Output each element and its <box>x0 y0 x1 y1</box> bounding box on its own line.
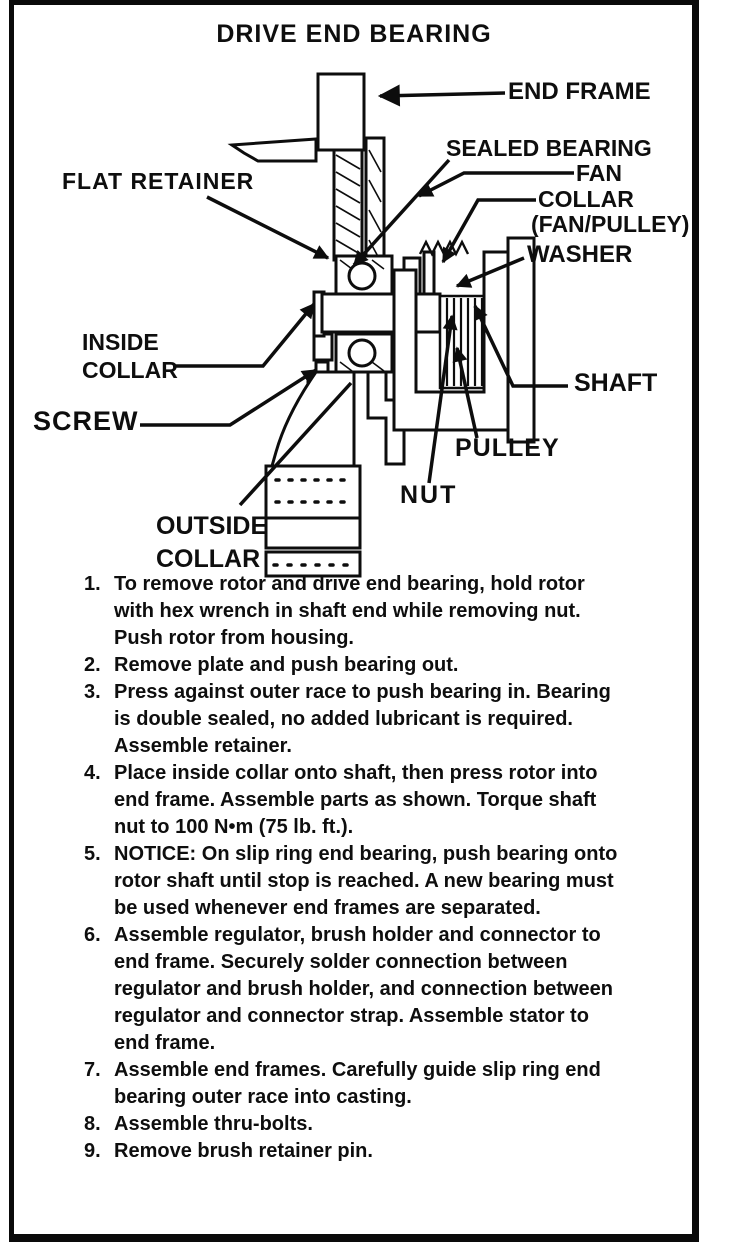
label-shaft: SHAFT <box>574 369 658 397</box>
label-collar-fan-pulley: (FAN/PULLEY) <box>531 211 690 237</box>
step-number: 4. <box>84 762 101 784</box>
step-number: 3. <box>84 681 101 703</box>
instruction-list <box>84 571 640 1165</box>
rotor-part <box>266 372 360 576</box>
step-number: 5. <box>84 843 101 865</box>
step-text: Place inside collar onto shaft, then press rotor into end frame. Assemble parts as shown. Torque shaft nut to 100 N•m (75 lb. ft.). <box>114 762 598 838</box>
label-sealed-bearing: SEALED BEARING <box>446 135 652 161</box>
step-text: To remove rotor and drive end bearing, hold rotor with hex wrench in shaft end while removing nut. Push rotor from housing. <box>114 573 585 649</box>
step-number: 6. <box>84 924 101 946</box>
instruction-step <box>84 1057 640 1111</box>
label-inside-collar-line1: INSIDE <box>82 329 159 355</box>
instruction-step <box>84 1111 640 1138</box>
end-frame-leader <box>380 93 505 96</box>
instruction-step <box>84 652 640 679</box>
inside-collar-leader <box>173 304 314 366</box>
label-outside-collar-line1: OUTSIDE <box>156 512 268 540</box>
flat-retainer-leader <box>207 197 328 258</box>
label-outside-collar <box>156 510 267 576</box>
step-text: Assemble thru-bolts. <box>114 1113 313 1135</box>
instruction-step <box>84 760 640 841</box>
step-text: Assemble end frames. Carefully guide slip ring end bearing outer race into casting. <box>114 1059 601 1108</box>
label-outside-collar-line2: COLLAR <box>156 545 261 573</box>
label-screw: SCREW <box>33 406 139 436</box>
label-washer: WASHER <box>527 241 633 268</box>
step-number: 8. <box>84 1113 101 1135</box>
washer-part <box>424 252 434 294</box>
instruction-step <box>84 1138 640 1165</box>
step-text: Remove plate and push bearing out. <box>114 654 459 676</box>
label-collar: COLLAR <box>538 186 634 212</box>
step-number: 2. <box>84 654 101 676</box>
instruction-step <box>84 922 640 1057</box>
step-text: NOTICE: On slip ring end bearing, push bearing onto rotor shaft until stop is reached. A new bearing must be used whenever end frames are separated. <box>114 843 618 919</box>
step-number: 1. <box>84 573 101 595</box>
end-frame-part <box>232 74 364 260</box>
inside-collar-part <box>314 334 332 360</box>
step-text: Assemble regulator, brush holder and connector to end frame. Securely solder connection between regulator and brush holder, and connection between regulator and connector strap. Assemble stator to end frame. <box>114 924 613 1054</box>
label-end-frame: END FRAME <box>508 78 651 105</box>
label-pulley: PULLEY <box>455 434 560 462</box>
label-fan: FAN <box>576 160 622 186</box>
label-inside-collar <box>82 328 178 384</box>
step-number: 9. <box>84 1140 101 1162</box>
step-text: Press against outer race to push bearing in. Bearing is double sealed, no added lubricant is required. Assemble retainer. <box>114 681 611 757</box>
step-text: Remove brush retainer pin. <box>114 1140 373 1162</box>
step-number: 7. <box>84 1059 101 1081</box>
instruction-step <box>84 679 640 760</box>
page-title: DRIVE END BEARING <box>216 20 492 48</box>
label-nut: NUT <box>400 481 458 509</box>
instruction-step <box>84 841 640 922</box>
instruction-step <box>84 571 640 652</box>
label-flat-retainer: FLAT RETAINER <box>62 168 255 194</box>
label-inside-collar-line2: COLLAR <box>82 357 178 383</box>
